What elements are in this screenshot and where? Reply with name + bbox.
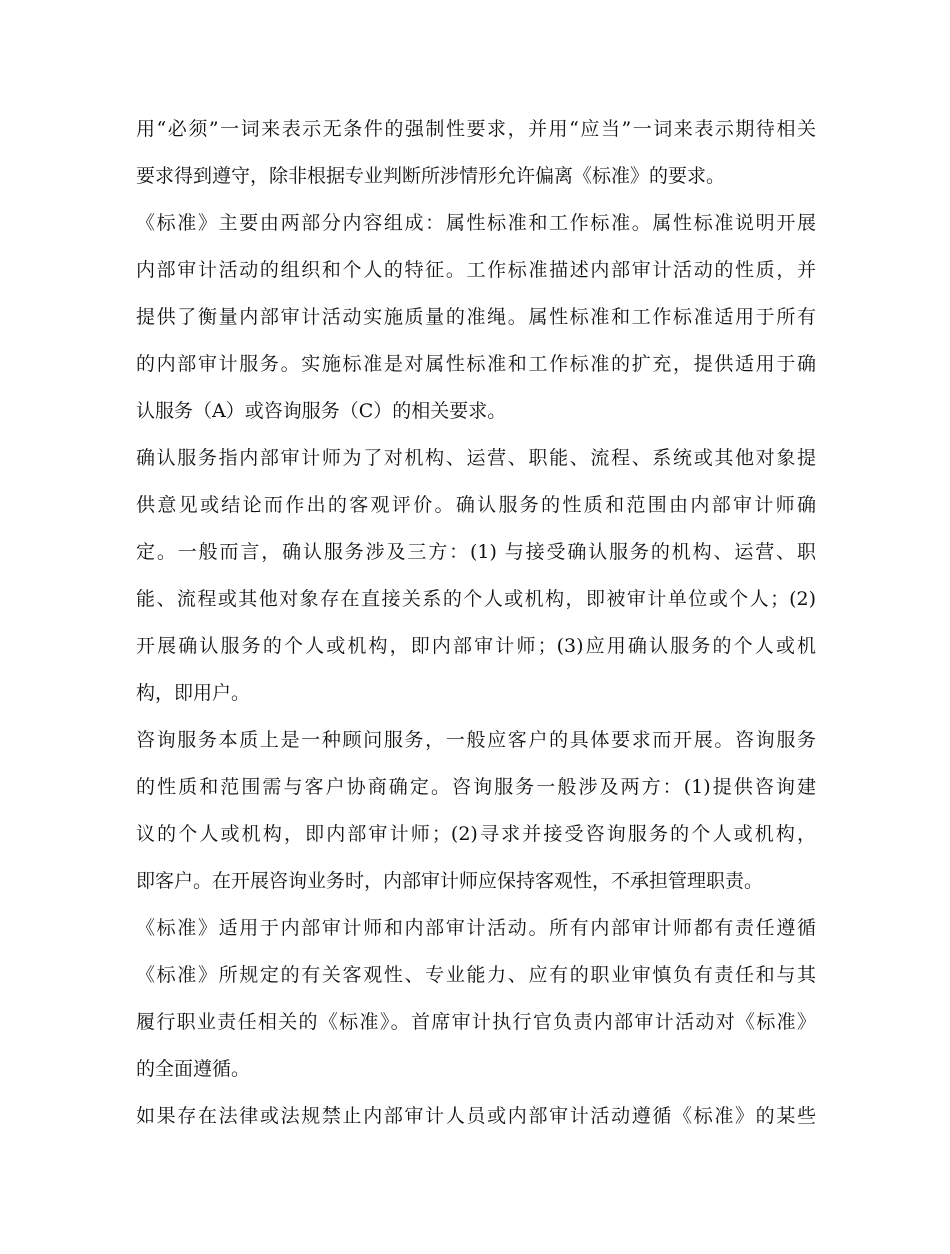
- text-line: 确认服务指内部审计师为了对机构、运营、职能、流程、系统或其他对象提: [136, 447, 816, 469]
- text-line: 提供了衡量内部审计活动实施质量的准绳。属性标准和工作标准适用于所有: [136, 306, 816, 328]
- text-line: 《标准》主要由两部分内容组成：属性标准和工作标准。属性标准说明开展: [136, 212, 816, 234]
- text-line: 《标准》所规定的有关客观性、专业能力、应有的职业审慎负有责任和与其: [136, 964, 816, 986]
- paragraph: [136, 106, 816, 200]
- text-line: 议的个人或机构，即内部审计师；(2)寻求并接受咨询服务的个人或机构，: [136, 823, 816, 845]
- text-line: 认服务（A）或咨询服务（C）的相关要求。: [136, 400, 507, 422]
- text-line: 如果存在法律或法规禁止内部审计人员或内部审计活动遵循《标准》的某些: [136, 1105, 816, 1127]
- text-line: 履行职业责任相关的《标准》。首席审计执行官负责内部审计活动对《标准》: [136, 1011, 816, 1033]
- text-line: 《标准》适用于内部审计师和内部审计活动。所有内部审计师都有责任遵循: [136, 917, 816, 939]
- text-line: 要求得到遵守，除非根据专业判断所涉情形允许偏离《标准》的要求。: [136, 165, 726, 187]
- text-line: 内部审计活动的组织和个人的特征。工作标准描述内部审计活动的性质，并: [136, 259, 816, 281]
- text-line: 的全面遵循。: [136, 1058, 251, 1080]
- document-body: [136, 106, 816, 1140]
- paragraph: [136, 717, 816, 905]
- text-line: 开展确认服务的个人或机构，即内部审计师；(3)应用确认服务的个人或机: [136, 635, 816, 657]
- text-line: 咨询服务本质上是一种顾问服务，一般应客户的具体要求而开展。咨询服务: [136, 729, 816, 751]
- text-line: 能、流程或其他对象存在直接关系的个人或机构，即被审计单位或个人；(2): [136, 588, 816, 610]
- paragraph: [136, 435, 816, 717]
- paragraph: [136, 1093, 816, 1140]
- text-line: 用“必须”一词来表示无条件的强制性要求，并用“应当”一词来表示期待相关: [136, 118, 816, 140]
- text-line: 即客户。在开展咨询业务时，内部审计师应保持客观性，不承担管理职责。: [136, 870, 764, 892]
- text-line: 定。一般而言，确认服务涉及三方：(1) 与接受确认服务的机构、运营、职: [136, 541, 816, 563]
- text-line: 构，即用户。: [136, 682, 251, 704]
- paragraph: [136, 200, 816, 435]
- paragraph: [136, 905, 816, 1093]
- text-line: 的内部审计服务。实施标准是对属性标准和工作标准的扩充，提供适用于确: [136, 353, 816, 375]
- text-line: 的性质和范围需与客户协商确定。咨询服务一般涉及两方：(1)提供咨询建: [136, 776, 816, 798]
- text-line: 供意见或结论而作出的客观评价。确认服务的性质和范围由内部审计师确: [136, 494, 816, 516]
